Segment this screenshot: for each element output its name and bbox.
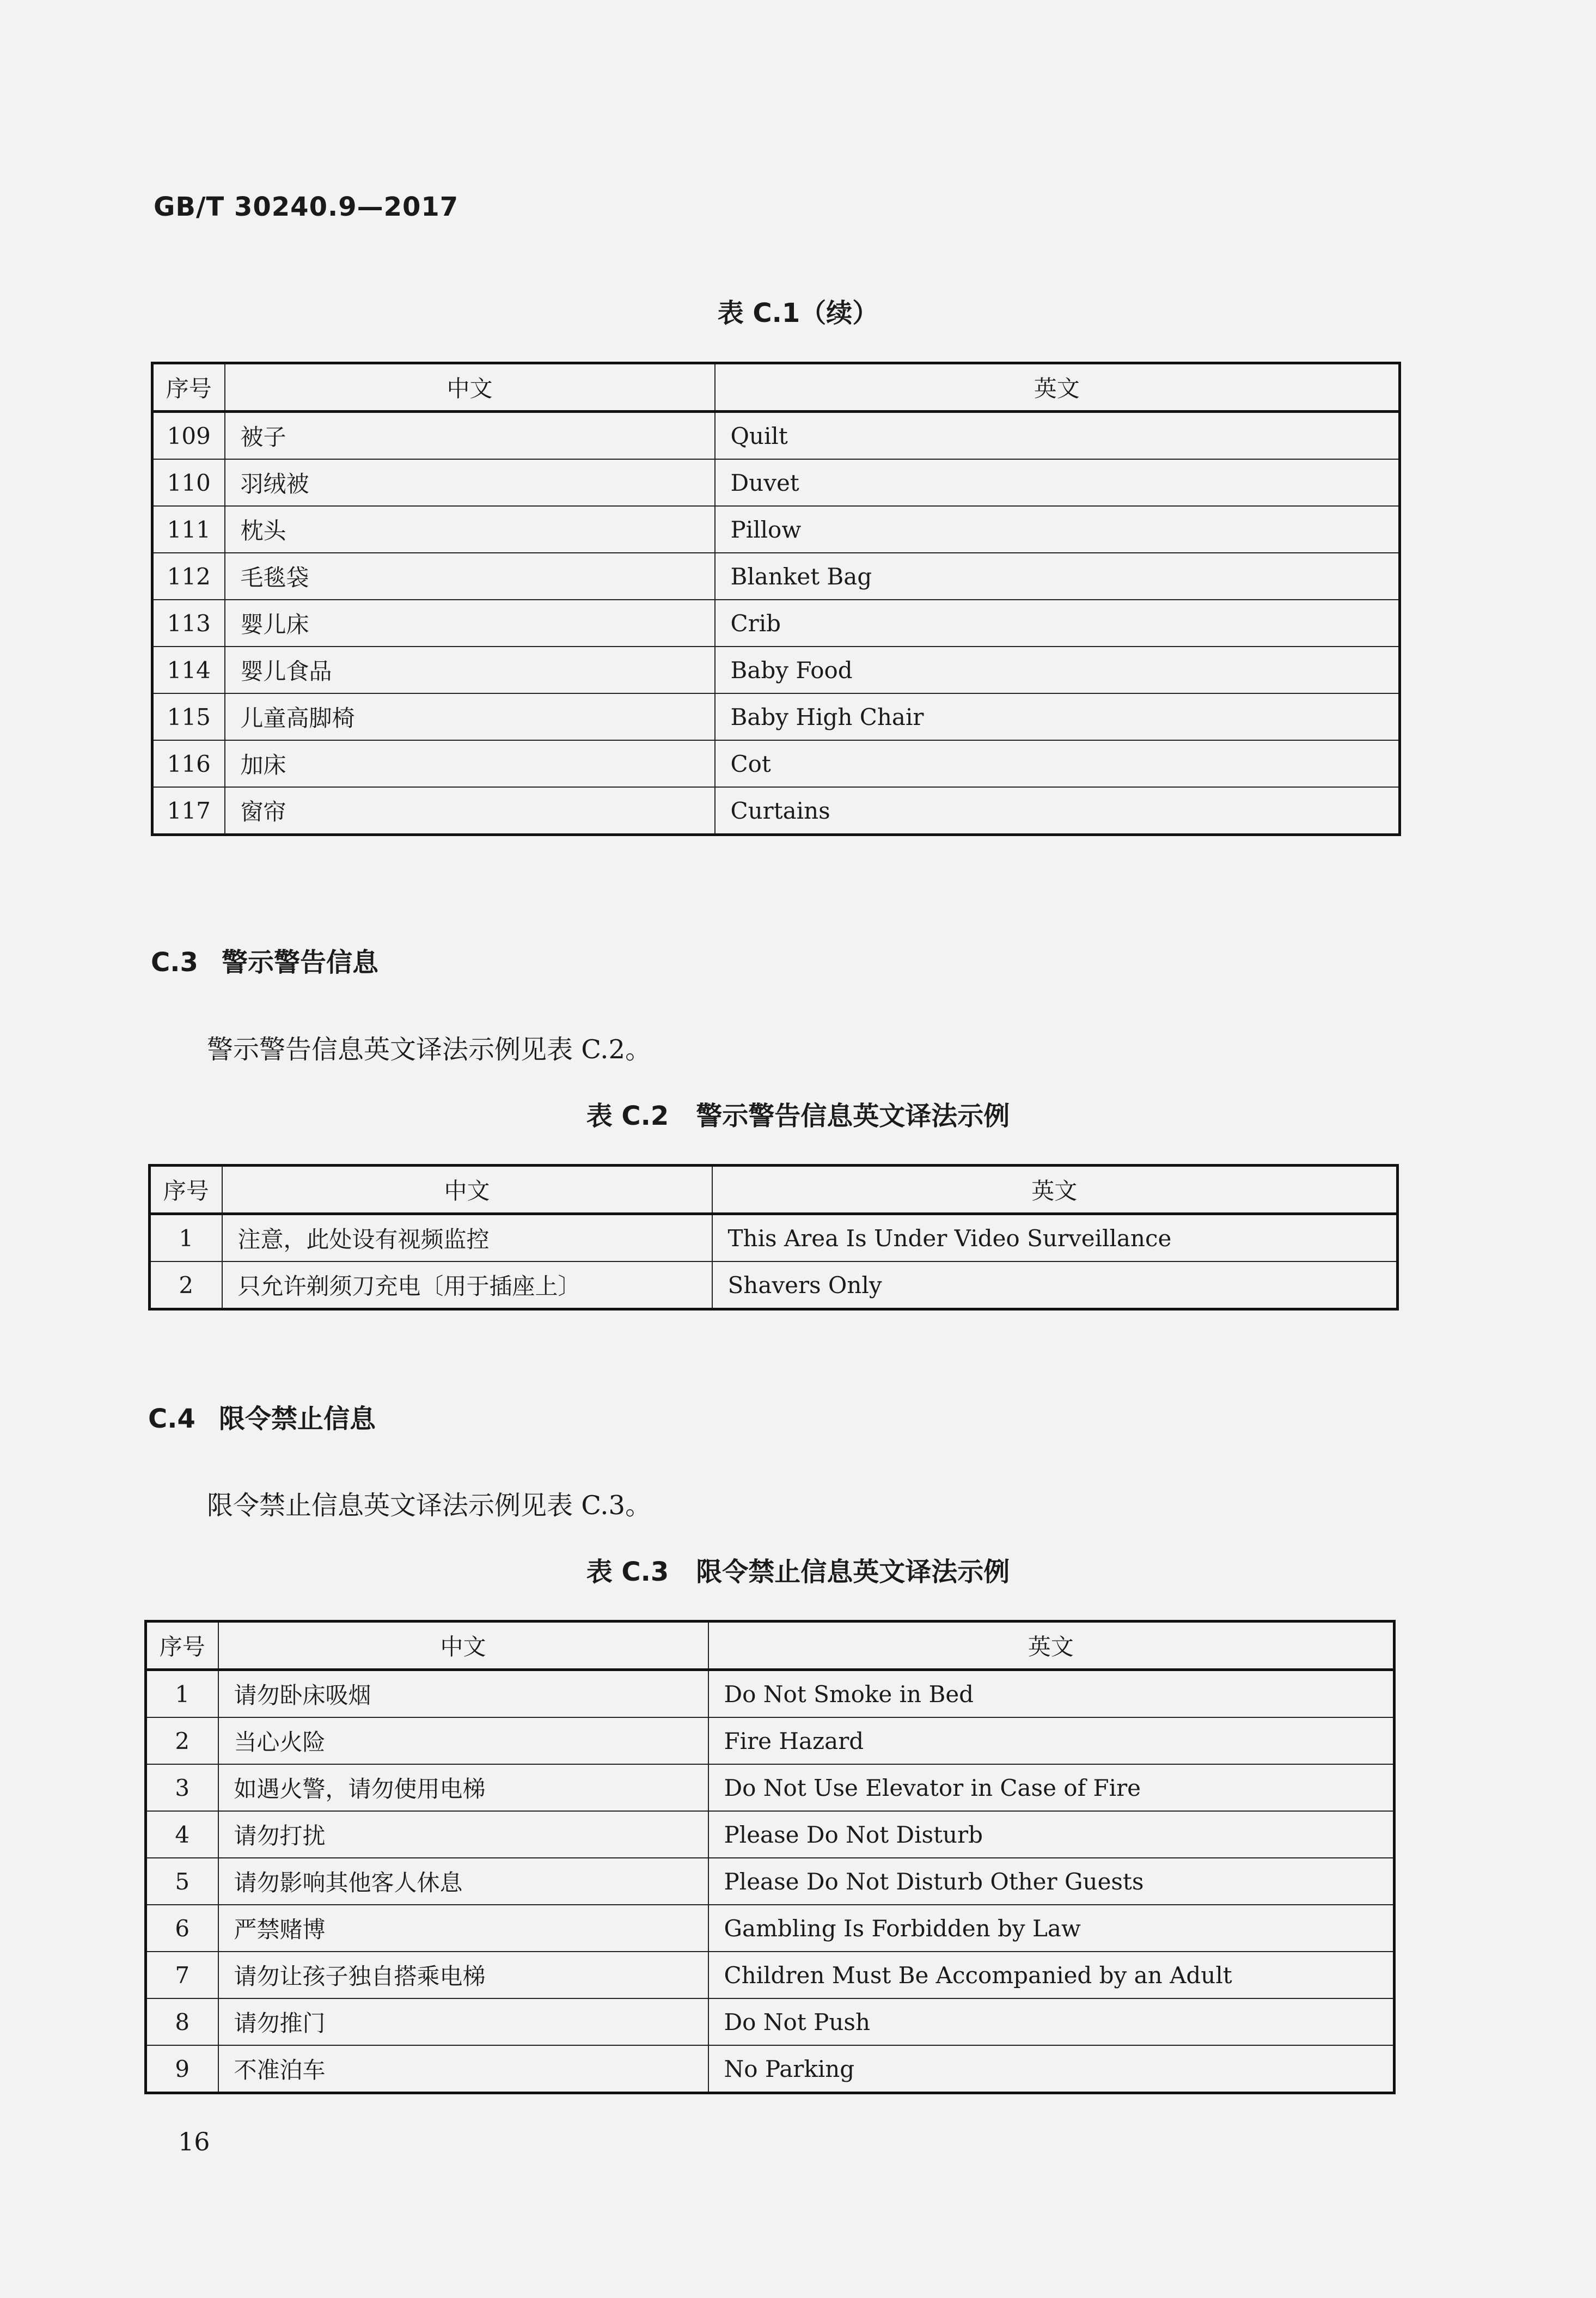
table-row: [146, 2045, 1395, 2093]
chinese-term: 窗帘: [225, 787, 715, 835]
row-number: 110: [152, 459, 225, 506]
english-translation: Do Not Push: [708, 1998, 1395, 2045]
table-row: [146, 1952, 1395, 1998]
english-translation: Quilt: [715, 412, 1400, 460]
table-header-row: [150, 1166, 1398, 1214]
chinese-term: 儿童高脚椅: [225, 693, 715, 740]
caption-title: 警示警告信息英文译法示例: [696, 1101, 1010, 1131]
section-c4-heading: [148, 1398, 376, 1435]
english-translation: Baby Food: [715, 647, 1400, 693]
caption-title: 限令禁止信息英文译法示例: [696, 1557, 1010, 1587]
table-row: [146, 1717, 1395, 1764]
english-translation: Crib: [715, 600, 1400, 647]
table-c1-caption: 表 C.1（续）: [717, 298, 879, 328]
chinese-term: 被子: [225, 412, 715, 460]
row-number: 112: [152, 553, 225, 600]
row-number: 3: [146, 1764, 218, 1811]
english-translation: This Area Is Under Video Surveillance: [712, 1214, 1398, 1262]
table-c2-caption: [0, 1095, 1596, 1132]
chinese-term: 婴儿床: [225, 600, 715, 647]
table-header-row: [146, 1622, 1395, 1670]
row-number: 115: [152, 693, 225, 740]
chinese-term: 婴儿食品: [225, 647, 715, 693]
table-row: [152, 506, 1400, 553]
row-number: 114: [152, 647, 225, 693]
table-row: [152, 459, 1400, 506]
table-row: [146, 1905, 1395, 1952]
table-c3-caption: [0, 1551, 1596, 1588]
english-translation: Children Must Be Accompanied by an Adult: [708, 1952, 1395, 1998]
chinese-term: 请勿让孩子独自搭乘电梯: [218, 1952, 708, 1998]
chinese-term: 如遇火警，请勿使用电梯: [218, 1764, 708, 1811]
chinese-term: 当心火险: [218, 1717, 708, 1764]
section-number: C.3: [151, 947, 198, 978]
english-translation: Pillow: [715, 506, 1400, 553]
row-number: 6: [146, 1905, 218, 1952]
table-row: [146, 1764, 1395, 1811]
row-number: 2: [146, 1717, 218, 1764]
row-number: 111: [152, 506, 225, 553]
table-row: [152, 553, 1400, 600]
column-header-no: 序号: [146, 1622, 218, 1670]
column-header-no: 序号: [152, 363, 225, 412]
row-number: 1: [150, 1214, 222, 1262]
english-translation: Blanket Bag: [715, 553, 1400, 600]
english-translation: Do Not Smoke in Bed: [708, 1670, 1395, 1718]
caption-number: 表 C.2: [586, 1101, 669, 1131]
chinese-term: 毛毯袋: [225, 553, 715, 600]
column-header-english: 英文: [715, 363, 1400, 412]
english-translation: Gambling Is Forbidden by Law: [708, 1905, 1395, 1952]
english-translation: Please Do Not Disturb Other Guests: [708, 1858, 1395, 1905]
table-row: [150, 1214, 1398, 1262]
english-translation: Cot: [715, 740, 1400, 787]
row-number: 8: [146, 1998, 218, 2045]
row-number: 117: [152, 787, 225, 835]
table-header-row: [152, 363, 1400, 412]
english-translation: Fire Hazard: [708, 1717, 1395, 1764]
english-translation: Curtains: [715, 787, 1400, 835]
table-row: [152, 787, 1400, 835]
table-row: [152, 740, 1400, 787]
english-translation: Do Not Use Elevator in Case of Fire: [708, 1764, 1395, 1811]
chinese-term: 请勿影响其他客人休息: [218, 1858, 708, 1905]
column-header-chinese: 中文: [222, 1166, 712, 1214]
section-title: 警示警告信息: [222, 947, 379, 978]
chinese-term: 只允许剃须刀充电〔用于插座上〕: [222, 1261, 712, 1309]
row-number: 5: [146, 1858, 218, 1905]
table-row: [152, 647, 1400, 693]
table-row: [146, 1858, 1395, 1905]
chinese-term: 请勿推门: [218, 1998, 708, 2045]
english-translation: Baby High Chair: [715, 693, 1400, 740]
page-number: 16: [178, 2127, 210, 2156]
table-row: [146, 1670, 1395, 1718]
section-c3-paragraph: 警示警告信息英文译法示例见表 C.2。: [207, 1034, 652, 1065]
english-translation: Shavers Only: [712, 1261, 1398, 1309]
row-number: 116: [152, 740, 225, 787]
column-header-chinese: 中文: [218, 1622, 708, 1670]
english-translation: Please Do Not Disturb: [708, 1811, 1395, 1858]
table-row: [152, 412, 1400, 460]
table-row: [146, 1811, 1395, 1858]
section-title: 限令禁止信息: [219, 1404, 376, 1434]
row-number: 2: [150, 1261, 222, 1309]
column-header-chinese: 中文: [225, 363, 715, 412]
section-number: C.4: [148, 1404, 195, 1434]
table-row: [152, 600, 1400, 647]
table-c1: [151, 362, 1401, 836]
row-number: 1: [146, 1670, 218, 1718]
standard-code-header: GB/T 30240.9—2017: [154, 192, 459, 222]
chinese-term: 严禁赌博: [218, 1905, 708, 1952]
table-c2: [148, 1164, 1399, 1310]
chinese-term: 枕头: [225, 506, 715, 553]
english-translation: No Parking: [708, 2045, 1395, 2093]
chinese-term: 请勿卧床吸烟: [218, 1670, 708, 1718]
english-translation: Duvet: [715, 459, 1400, 506]
chinese-term: 羽绒被: [225, 459, 715, 506]
row-number: 9: [146, 2045, 218, 2093]
table-row: [146, 1998, 1395, 2045]
row-number: 109: [152, 412, 225, 460]
chinese-term: 请勿打扰: [218, 1811, 708, 1858]
chinese-term: 不准泊车: [218, 2045, 708, 2093]
table-row: [152, 693, 1400, 740]
row-number: 7: [146, 1952, 218, 1998]
column-header-english: 英文: [708, 1622, 1395, 1670]
section-c4-paragraph: 限令禁止信息英文译法示例见表 C.3。: [207, 1490, 652, 1521]
column-header-no: 序号: [150, 1166, 222, 1214]
caption-number: 表 C.3: [586, 1557, 669, 1587]
section-c3-heading: [151, 941, 378, 979]
chinese-term: 注意，此处设有视频监控: [222, 1214, 712, 1262]
row-number: 113: [152, 600, 225, 647]
chinese-term: 加床: [225, 740, 715, 787]
column-header-english: 英文: [712, 1166, 1398, 1214]
row-number: 4: [146, 1811, 218, 1858]
table-row: [150, 1261, 1398, 1309]
table-c3: [144, 1620, 1396, 2094]
